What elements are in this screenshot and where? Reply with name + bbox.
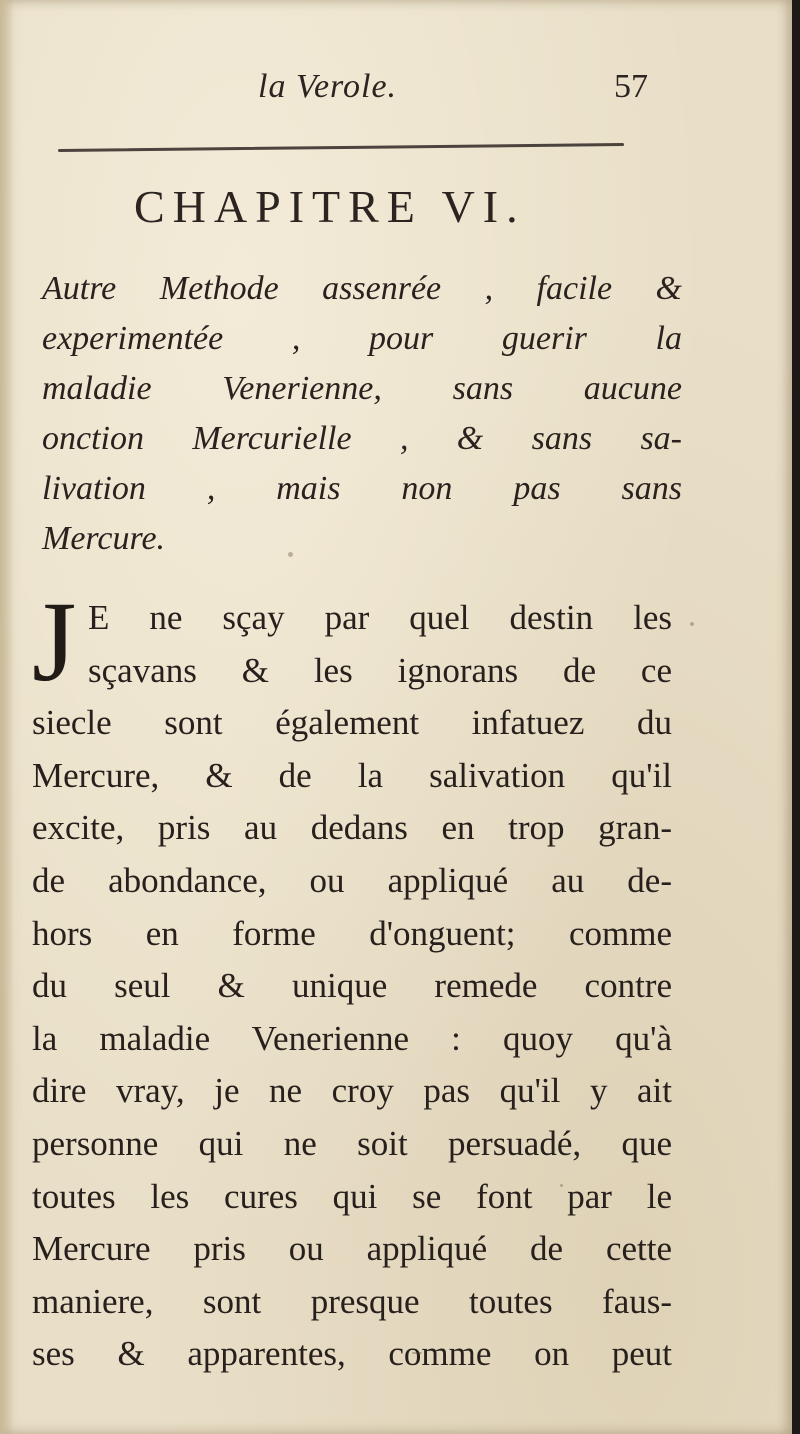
- page-gutter-shadow: [0, 0, 14, 1434]
- header-rule: [58, 143, 624, 152]
- running-head: [0, 68, 792, 118]
- chapter-subtitle: [42, 264, 682, 564]
- body-line: excite, pris au dedans en trop gran-: [32, 808, 672, 848]
- body-line: la maladie Venerienne : quoy qu'à: [32, 1018, 672, 1058]
- body-line: de abondance, ou appliqué au de-: [32, 860, 672, 900]
- body-line: personne qui ne soit persuadé, que: [32, 1123, 672, 1163]
- subtitle-line: Autre Methode assenrée , facile &: [42, 270, 682, 307]
- subtitle-line: livation , mais non pas sans: [42, 470, 682, 507]
- body-line: Mercure, & de la salivation qu'il: [32, 755, 672, 795]
- subtitle-line: experimentée , pour guerir la: [42, 320, 682, 357]
- body-line: toutes les cures qui se font par le: [32, 1176, 672, 1216]
- subtitle-line: maladie Venerienne, sans aucune: [42, 370, 682, 407]
- body-line: siecle sont également infatuez du: [32, 703, 672, 743]
- body-line: ses & apparentes, comme on peut: [32, 1334, 672, 1374]
- page-number: 57: [614, 68, 648, 105]
- subtitle-line: onction Mercurielle , & sans sa-: [42, 420, 682, 457]
- chapter-heading: CHAPITRE VI.: [134, 181, 526, 232]
- page-edge-shadow: [792, 0, 800, 1434]
- body-paragraph: [32, 578, 672, 1381]
- body-line: sçavans & les ignorans de ce: [88, 650, 672, 690]
- drop-cap: J: [32, 578, 77, 705]
- body-line: du seul & unique remede contre: [32, 966, 672, 1006]
- paper-speck: [560, 1184, 563, 1187]
- body-line: dire vray, je ne croy pas qu'il y ait: [32, 1071, 672, 1111]
- paper-speck: [412, 1352, 422, 1354]
- body-line: E ne sçay par quel destin les: [88, 598, 672, 637]
- body-line: Mercure pris ou appliqué de cette: [32, 1229, 672, 1269]
- subtitle-line: Mercure.: [42, 520, 166, 557]
- body-line: maniere, sont presque toutes faus-: [32, 1281, 672, 1321]
- paper-speck: [288, 552, 293, 557]
- running-title: la Verole.: [258, 68, 398, 105]
- paper-speck: [690, 622, 694, 626]
- body-line: hors en forme d'onguent; comme: [32, 913, 672, 953]
